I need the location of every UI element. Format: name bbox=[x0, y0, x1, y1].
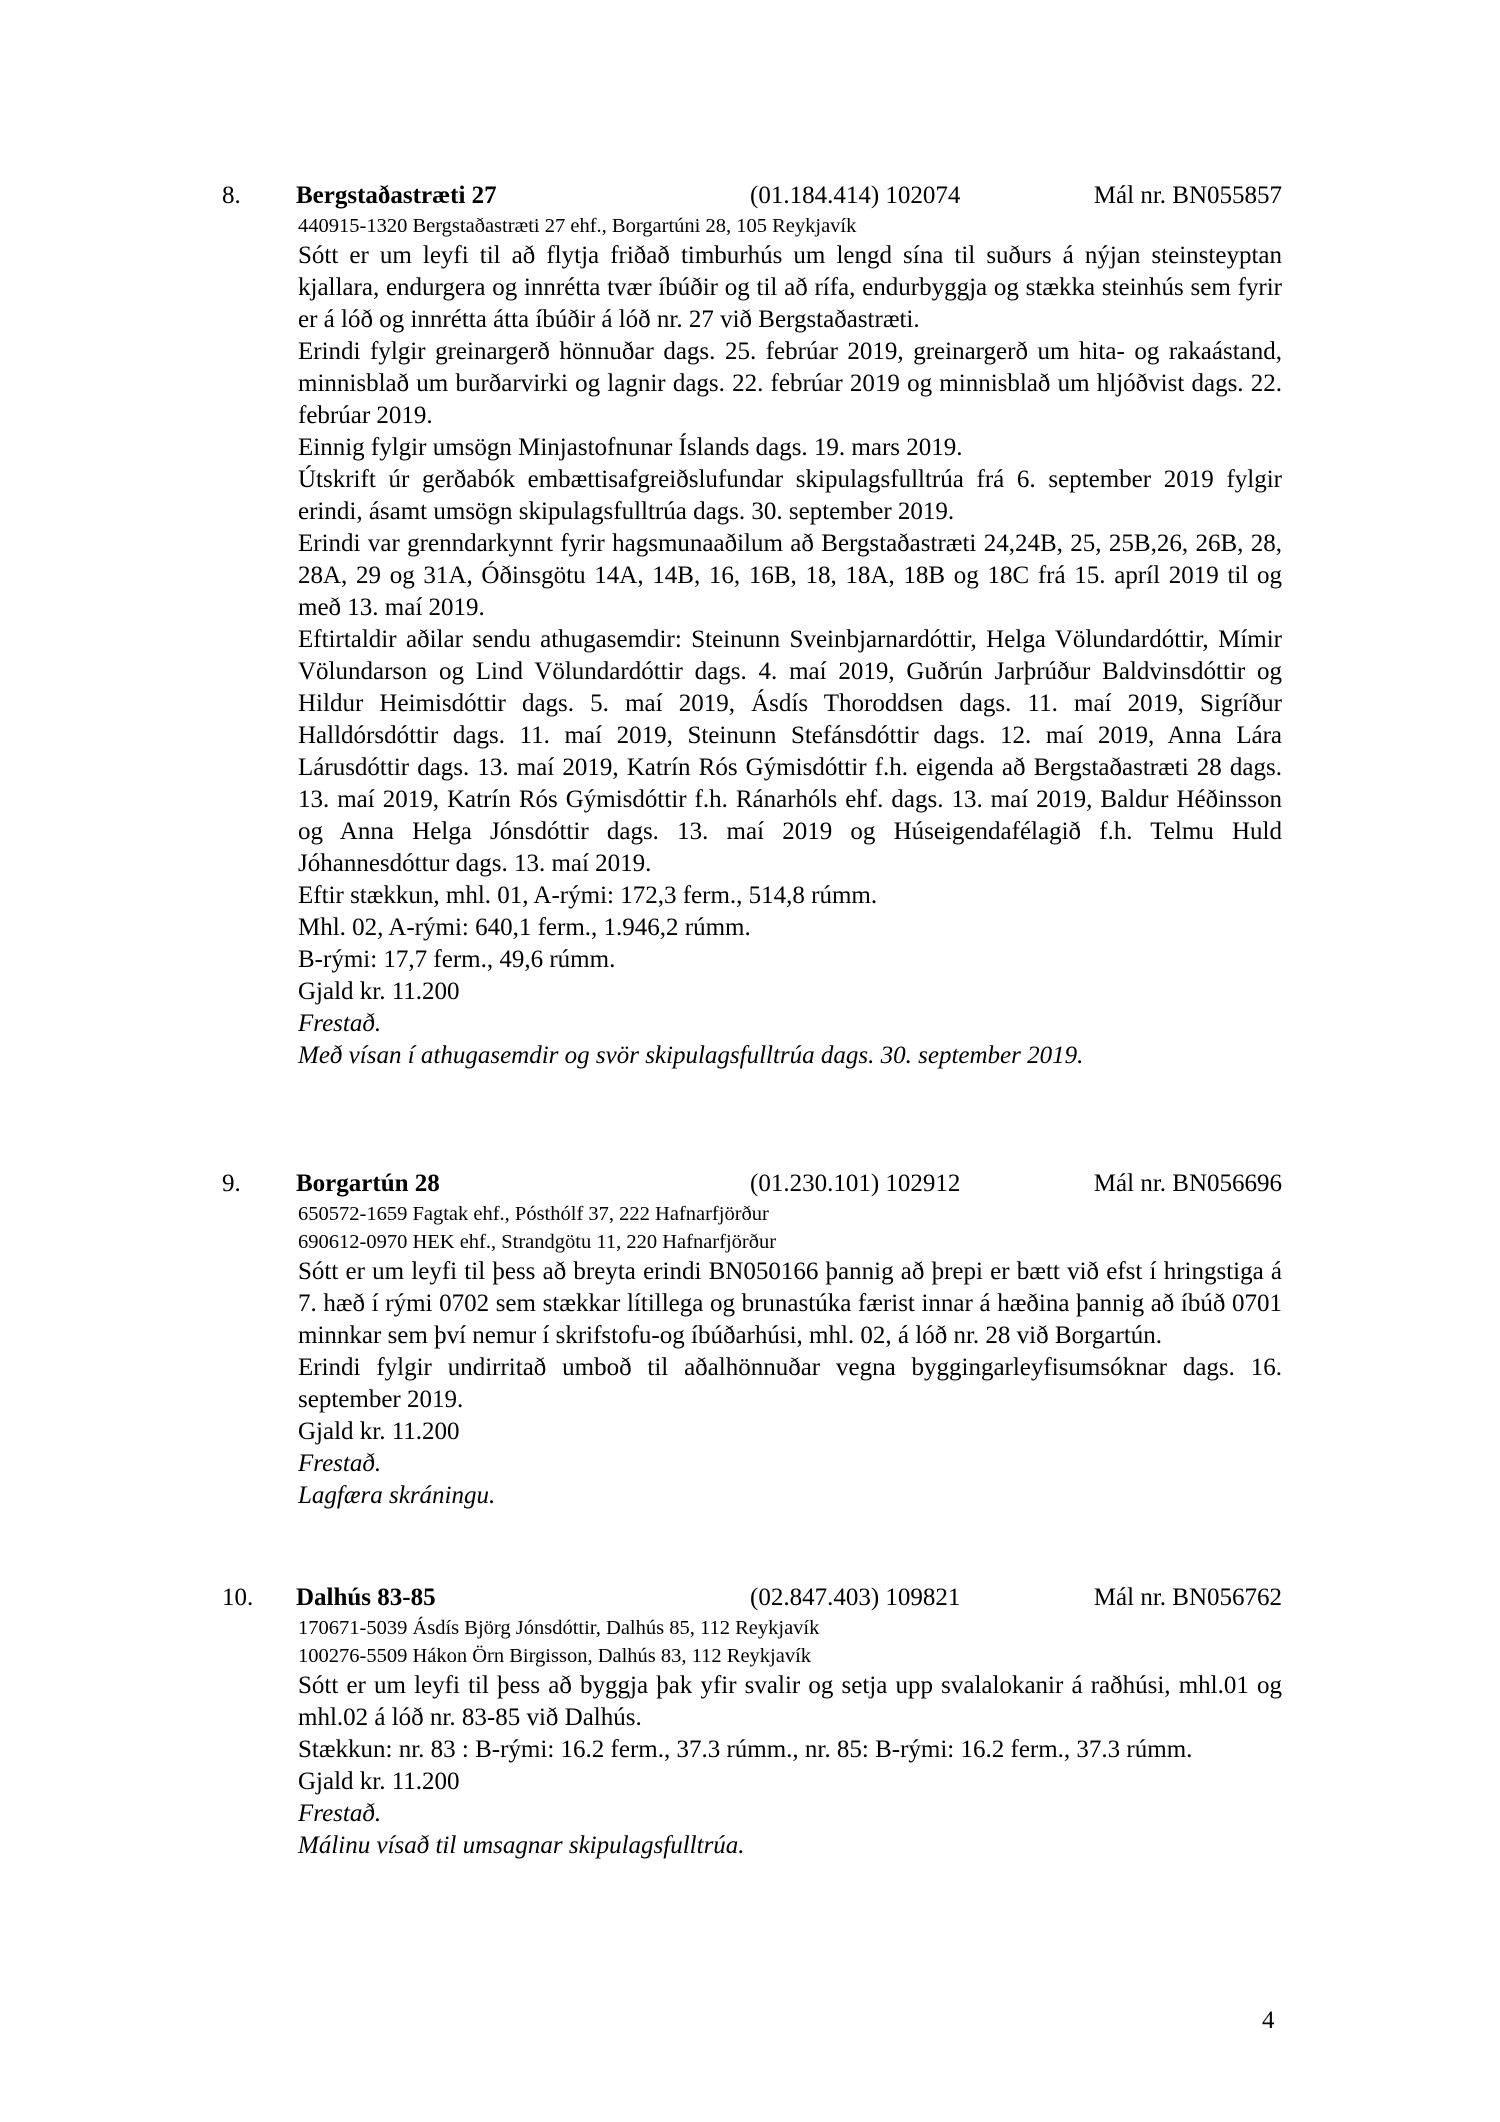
item-body bbox=[298, 1200, 1282, 1512]
land-id: (01.230.101) 102912 bbox=[750, 1170, 961, 1197]
paragraph: Mhl. 02, A-rými: 640,1 ferm., 1.946,2 rúmm. bbox=[298, 914, 751, 941]
applicant-line: 440915-1320 Bergstaðastræti 27 ehf., Borgartúni 28, 105 Reykjavík bbox=[298, 215, 857, 237]
item-address: Dalhús 83-85 bbox=[296, 1584, 436, 1611]
item-number: 9. bbox=[222, 1170, 241, 1197]
decision-note: Með vísan í athugasemdir og svör skipulagsfulltrúa dags. 30. september 2019. bbox=[298, 1042, 1084, 1069]
item-header bbox=[222, 1582, 1282, 1614]
paragraph: Einnig fylgir umsögn Minjastofnunar Íslands dags. 19. mars 2019. bbox=[298, 434, 963, 461]
item-number: 10. bbox=[222, 1584, 254, 1611]
paragraph: Sótt er um leyfi til þess að breyta erindi BN050166 þannig að þrepi er bætt við efst í hringstiga á 7. hæð í rými 0702 sem stækkar lítillega og brunastúka færist innar á hæðina þannig að íbúð 0701 minnkar sem því nemur í skrifstofu-og íbúðarhúsi, mhl. 02, á lóð nr. 28 við Borgartún. bbox=[298, 1258, 1282, 1349]
paragraph: Útskrift úr gerðabók embættisafgreiðslufundar skipulagsfulltrúa frá 6. september 2019 fylgir erindi, ásamt umsögn skipulagsfulltrúa dags. 30. september 2019. bbox=[298, 466, 1282, 525]
applicant-line: 100276-5509 Hákon Örn Birgisson, Dalhús 83, 112 Reykjavík bbox=[298, 1645, 812, 1667]
case-number: Mál nr. BN056762 bbox=[1093, 1584, 1282, 1611]
item-body bbox=[298, 212, 1282, 1072]
paragraph: Erindi fylgir undirritað umboð til aðalhönnuðar vegna byggingarleyfisumsóknar dags. 16. september 2019. bbox=[298, 1354, 1282, 1413]
page-number: 4 bbox=[1262, 2007, 1275, 2034]
land-id: (01.184.414) 102074 bbox=[750, 182, 961, 209]
applicant-line: 170671-5039 Ásdís Björg Jónsdóttir, Dalhús 85, 112 Reykjavík bbox=[298, 1617, 820, 1639]
paragraph: Eftir stækkun, mhl. 01, A-rými: 172,3 ferm., 514,8 rúmm. bbox=[298, 882, 878, 909]
fee-line: Gjald kr. 11.200 bbox=[298, 1418, 460, 1445]
decision-note: Málinu vísað til umsagnar skipulagsfulltrúa. bbox=[298, 1832, 745, 1859]
fee-line: Gjald kr. 11.200 bbox=[298, 978, 460, 1005]
item-header bbox=[222, 1168, 1282, 1200]
agenda-item-8 bbox=[222, 180, 1282, 1072]
paragraph: Erindi fylgir greinargerð hönnuðar dags. 25. febrúar 2019, greinargerð um hita- og rakaástand, minnisblað um burðarvirki og lagnir dags. 22. febrúar 2019 og minnisblað um hljóðvist dags. 22. febrúar 2019. bbox=[298, 338, 1282, 429]
item-body bbox=[298, 1614, 1282, 1862]
item-header bbox=[222, 180, 1282, 212]
case-number: Mál nr. BN056696 bbox=[1093, 1170, 1282, 1197]
item-address: Bergstaðastræti 27 bbox=[296, 182, 497, 209]
item-number: 8. bbox=[222, 182, 241, 209]
item-address: Borgartún 28 bbox=[296, 1170, 440, 1197]
paragraph: Sótt er um leyfi til þess að byggja þak yfir svalir og setja upp svalalokanir á raðhúsi, mhl.01 og mhl.02 á lóð nr. 83-85 við Dalhús. bbox=[298, 1672, 1282, 1731]
decision: Frestað. bbox=[298, 1800, 382, 1827]
agenda-item-9 bbox=[222, 1168, 1282, 1512]
paragraph: Eftirtaldir aðilar sendu athugasemdir: Steinunn Sveinbjarnardóttir, Helga Völundardóttir, Mímir Völundarson og Lind Völundardóttir dags. 4. maí 2019, Guðrún Jarþrúður Baldvinsdóttir og Hildur Heimisdóttir dags. 5. maí 2019, Ásdís Thoroddsen dags. 11. maí 2019, Sigríður Halldórsdóttir dags. 11. maí 2019, Steinunn Stefánsdóttir dags. 12. maí 2019, Anna Lára Lárusdóttir dags. 13. maí 2019, Katrín Rós Gýmisdóttir f.h. eigenda að Bergstaðastræti 28 dags. 13. maí 2019, Katrín Rós Gýmisdóttir f.h. Ránarhóls ehf. dags. 13. maí 2019, Baldur Héðinsson og Anna Helga Jónsdóttir dags. 13. maí 2019 og Húseigendafélagið f.h. Telmu Huld Jóhannesdóttur dags. 13. maí 2019. bbox=[298, 626, 1282, 877]
case-number: Mál nr. BN055857 bbox=[1093, 182, 1282, 209]
applicant-line: 650572-1659 Fagtak ehf., Pósthólf 37, 222 Hafnarfjörður bbox=[298, 1203, 769, 1225]
decision: Frestað. bbox=[298, 1010, 382, 1037]
paragraph: B-rými: 17,7 ferm., 49,6 rúmm. bbox=[298, 946, 616, 973]
paragraph: Sótt er um leyfi til að flytja friðað timburhús um lengd sína til suðurs á nýjan steinsteyptan kjallara, endurgera og innrétta tvær íbúðir og til að rífa, endurbyggja og stækka steinhús sem fyrir er á lóð og innrétta átta íbúðir á lóð nr. 27 við Bergstaðastræti. bbox=[298, 242, 1282, 333]
agenda-item-10 bbox=[222, 1582, 1282, 1862]
decision-note: Lagfæra skráningu. bbox=[298, 1482, 496, 1509]
land-id: (02.847.403) 109821 bbox=[750, 1584, 961, 1611]
paragraph: Erindi var grenndarkynnt fyrir hagsmunaaðilum að Bergstaðastræti 24,24B, 25, 25B,26, 26B, 28, 28A, 29 og 31A, Óðinsgötu 14A, 14B, 16, 16B, 18, 18A, 18B og 18C frá 15. apríl 2019 til og með 13. maí 2019. bbox=[298, 530, 1282, 621]
decision: Frestað. bbox=[298, 1450, 382, 1477]
paragraph: Stækkun: nr. 83 : B-rými: 16.2 ferm., 37.3 rúmm., nr. 85: B-rými: 16.2 ferm., 37.3 rúmm. bbox=[298, 1736, 1193, 1763]
fee-line: Gjald kr. 11.200 bbox=[298, 1768, 460, 1795]
applicant-line: 690612-0970 HEK ehf., Strandgötu 11, 220 Hafnarfjörður bbox=[298, 1231, 777, 1253]
